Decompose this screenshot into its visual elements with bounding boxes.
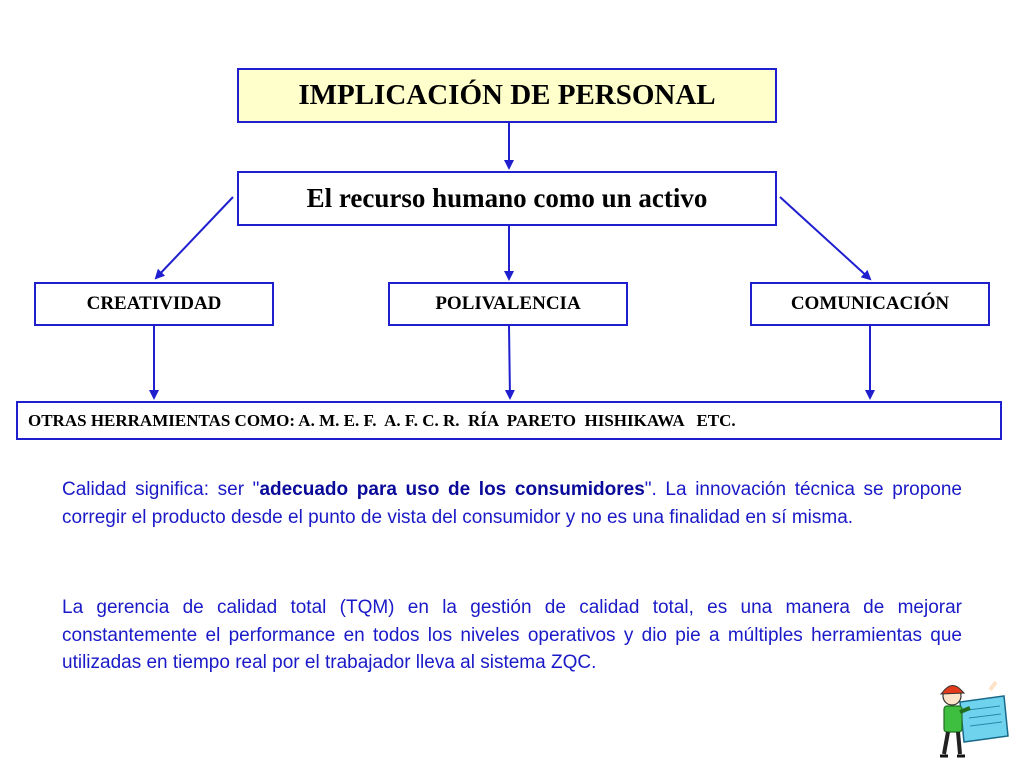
node-polivalencia xyxy=(388,282,628,326)
arrow-concept-to-creatividad xyxy=(156,197,233,278)
paragraph-quality-definition xyxy=(62,476,962,531)
concept-text: El recurso humano como un activo xyxy=(306,183,708,213)
arrow-concept-to-comunicacion xyxy=(780,197,870,279)
node-creatividad xyxy=(34,282,274,326)
paragraph-tqm: La gerencia de calidad total (TQM) en la gestión de calidad total, es una manera de mejorar constantemente el performance en todos los niveles operativos y dio pie a múltiples herramientas que utilizadas en tiempo real por el trabajador lleva al sistema ZQC. xyxy=(62,597,962,673)
node-label: POLIVALENCIA xyxy=(435,293,581,314)
paragraph1-after: ". La innovación técnica se propone corregir el producto desde el punto de vista del consumidor y no es una finalidad en sí misma. xyxy=(62,479,962,528)
paragraph1-emphasis: adecuado para uso de los consumidores xyxy=(259,479,645,500)
node-comunicacion xyxy=(750,282,990,326)
tools-text: OTRAS HERRAMIENTAS COMO: A. M. E. F. A. F. C. R. RÍA PARETO HISHIKAWA ETC. xyxy=(28,410,736,430)
worker-with-blueprint-clipart xyxy=(930,676,1010,760)
node-label: COMUNICACIÓN xyxy=(790,293,950,314)
tools-box xyxy=(16,401,1002,440)
node-label: CREATIVIDAD xyxy=(86,293,222,314)
title-text: IMPLICACIÓN DE PERSONAL xyxy=(298,79,716,111)
paragraph1-before: Calidad significa: ser " xyxy=(62,479,260,500)
concept-box xyxy=(237,171,777,226)
arrow-polivalencia-to-tools xyxy=(509,326,510,398)
title-box xyxy=(237,68,777,123)
